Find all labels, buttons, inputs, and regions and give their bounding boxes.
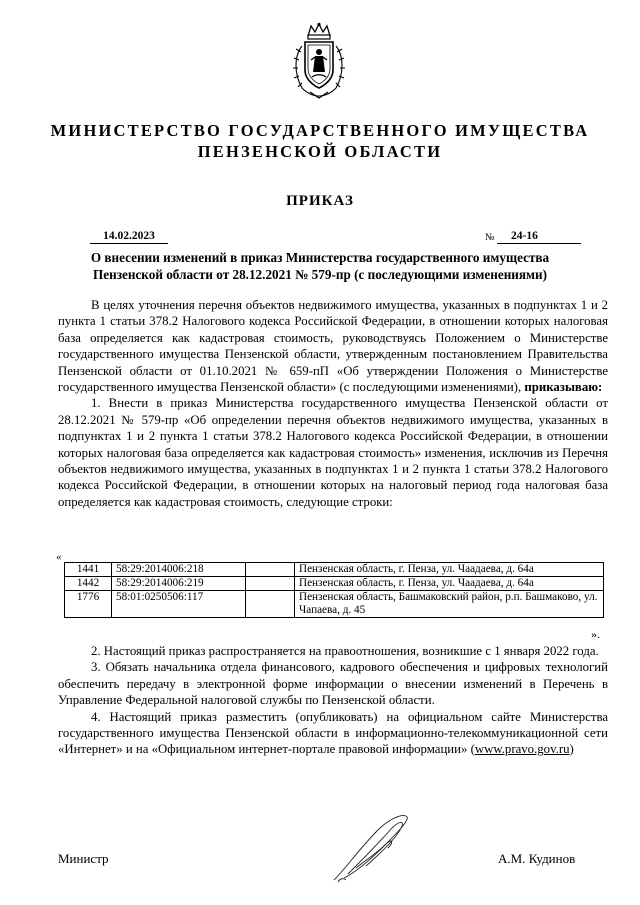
table-row <box>65 563 604 577</box>
preamble-text: В целях уточнения перечня объектов недвижимого имущества, указанных в подпунктах 1 и 2 пункта 1 статьи 378.2 Налогового кодекса Российской Федерации, в отношении которых налоговая база определяется как кадастровая стоимость, руководствуясь Положением о Министерстве государственного имущества Пензенской области, утвержденным постановлением Правительства Пензенской области от 01.10.2021 № 659-пП «Об утверждении Положения о Министерстве государственного имущества Пензенской области» (с последующими изменениями), <box>58 298 608 395</box>
row-number-cell: 1442 <box>65 577 112 591</box>
excluded-objects-table <box>64 562 604 618</box>
cadastral-number-cell: 58:01:0250506:117 <box>112 591 246 618</box>
organization-name-line2: ПЕНЗЕНСКОЙ ОБЛАСТИ <box>197 142 443 161</box>
item-3-paragraph: 3. Обязать начальника отдела финансового, кадрового обеспечения и цифровых технологий обеспечить передачу в электронной форме информации о внесении изменений в Перечень в Управление Федеральной налоговой службы по Пензенской области. <box>58 660 608 708</box>
item-4-text: 4. Настоящий приказ разместить (опубликовать) на официальном сайте Министерства государственного имущества Пензенской области в информационно-телекоммуникационной сети «Интернет» и на «Официальном интернет-портале правовой информации» ( <box>58 709 608 757</box>
empty-cell <box>246 577 295 591</box>
preamble-paragraph <box>58 297 608 395</box>
quote-open-mark: « <box>56 551 62 563</box>
document-date: 14.02.2023 <box>90 229 168 244</box>
table-row <box>65 577 604 591</box>
empty-cell <box>246 563 295 577</box>
cadastral-number-cell: 58:29:2014006:219 <box>112 577 246 591</box>
cadastral-number-cell: 58:29:2014006:218 <box>112 563 246 577</box>
item-2-paragraph: 2. Настоящий приказ распространяется на правоотношения, возникшие с 1 января 2022 года. <box>91 644 599 658</box>
document-number: 24-16 <box>497 229 581 244</box>
signatory-position: Министр <box>58 851 109 866</box>
document-body-continued <box>58 643 608 758</box>
item-1-paragraph: 1. Внести в приказ Министерства государственного имущества Пензенской области от 28.12.2021 № 579-пр «Об определении перечня объектов недвижимого имущества, указанных в подпунктах 1 и 2 пункта 1 статьи 378.2 Налогового кодекса Российской Федерации, в отношении которых налоговая база определяется как кадастровая стоимость» изменения, исключив из Перечня объектов недвижимого имущества, указанных в подпунктах 1 и 2 пункта 1 статьи 378.2 Налогового кодекса Российской Федерации, в отношении которых на налоговый период года налоговая база определяется как кадастровая стоимость, следующие строки: <box>58 396 608 509</box>
item-4-paragraph <box>58 709 608 758</box>
organization-name-line1: МИНИСТЕРСТВО ГОСУДАРСТВЕННОГО ИМУЩЕСТВА <box>50 121 590 140</box>
empty-cell <box>246 591 295 618</box>
row-number-cell: 1776 <box>65 591 112 618</box>
document-type-title: ПРИКАЗ <box>286 193 354 209</box>
table-row <box>65 591 604 618</box>
address-cell: Пензенская область, г. Пенза, ул. Чаадаева, д. 64а <box>295 563 604 577</box>
signatory-name: А.М. Кудинов <box>498 851 576 866</box>
address-cell: Пензенская область, Башмаковский район, р.п. Башмаково, ул. Чапаева, д. 45 <box>295 591 604 618</box>
document-subject: О внесении изменений в приказ Министерства государственного имущества Пензенской области от 28.12.2021 № 579-пр (с последующими изменениями) <box>90 250 550 282</box>
row-number-cell: 1441 <box>65 563 112 577</box>
number-label: № <box>485 232 495 243</box>
preamble-order-word: приказываю: <box>524 380 603 395</box>
document-body <box>58 297 608 510</box>
handwritten-signature-icon <box>326 808 416 888</box>
pravo-gov-link[interactable]: www.pravo.gov.ru <box>474 742 570 757</box>
item-4-end: ) <box>569 742 574 757</box>
coat-of-arms-icon <box>288 22 350 100</box>
quote-close-mark: ». <box>591 627 600 641</box>
address-cell: Пензенская область, г. Пенза, ул. Чаадаева, д. 64а <box>295 577 604 591</box>
